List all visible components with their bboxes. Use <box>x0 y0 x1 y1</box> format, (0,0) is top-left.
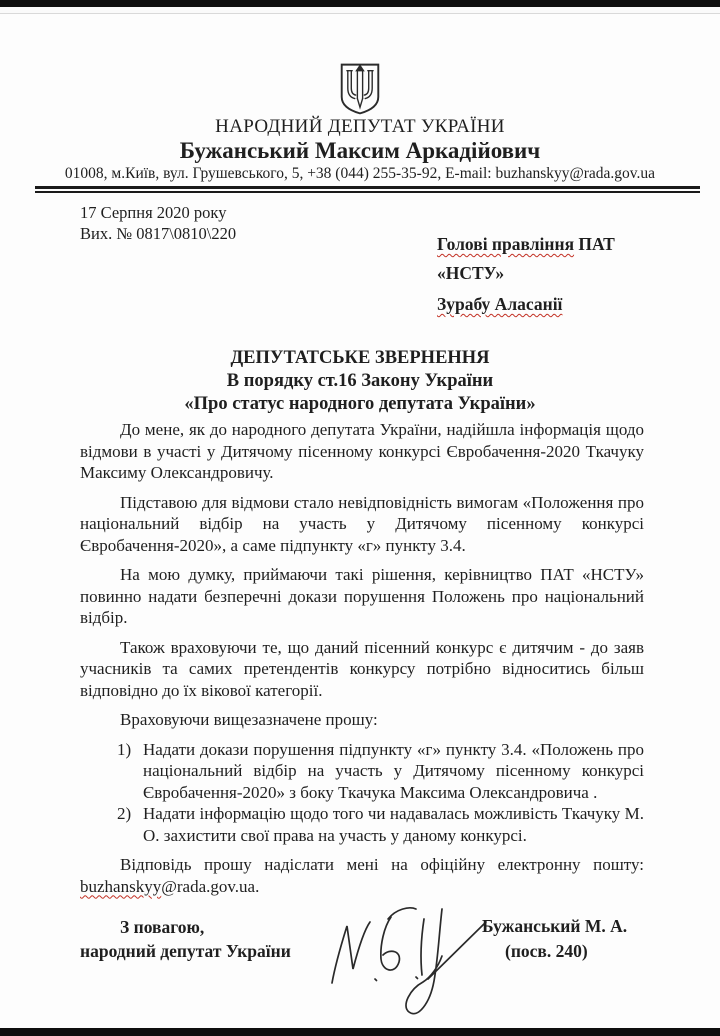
bottom-frame-bar <box>0 1028 720 1036</box>
list-item-text: Надати докази порушення підпункту «г» пункту 3.4. «Положень про національний відбір на участь у Дитячому пісенному конкурсі Євробачення-2020» з боку Ткачука Максима Олександровича . <box>143 739 644 802</box>
addressee-line-1 <box>437 230 657 259</box>
signature-block <box>0 905 720 1035</box>
addressee-line-1-rest: ПАТ <box>574 234 615 254</box>
letterhead <box>0 14 720 193</box>
title-line-2: В порядку ст.16 Закону України <box>226 371 494 391</box>
list-marker: 1) <box>117 739 132 759</box>
email-domain-text: @rada.gov.ua. <box>161 876 260 896</box>
letter-body <box>80 419 644 897</box>
reply-text: Відповідь прошу надіслати мені на офіційну електронну пошту: <box>120 855 644 874</box>
deputy-name: Бужанський Максим Аркадійович <box>179 138 541 163</box>
paragraph-2: Підставою для відмови стало невідповідність вимогам «Положення про національний відбір на участь у Дитячому пісенному конкурсі Євробачення-2020», а саме підпункту «г» пункту 3.4. <box>80 492 644 555</box>
paragraph-reply <box>80 854 644 897</box>
addressee-line-2: «НСТУ» <box>437 263 505 283</box>
closing-salutation: З повагою, <box>120 917 205 937</box>
title-line-1: ДЕПУТАТСЬКЕ ЗВЕРНЕННЯ <box>230 348 490 368</box>
top-frame-bar <box>0 0 720 7</box>
org-title: НАРОДНИЙ ДЕПУТАТ УКРАЇНИ <box>215 116 505 137</box>
letterhead-rule <box>35 186 700 193</box>
addressee-spellchecked-text: Голові правління <box>437 234 575 254</box>
top-frame-strip <box>0 7 720 14</box>
title-line-3: «Про статус народного депутата України» <box>184 394 536 414</box>
request-list <box>117 739 644 847</box>
list-item-text: Надати інформацію щодо того чи надавалась можливість Ткачуку М. О. захистити свої права на участь у даному конкурсі. <box>143 804 644 845</box>
contact-line: 01008, м.Київ, вул. Грушевського, 5, +38 (044) 255-35-92, E-mail: buzhanskyy@rada.gov.ua <box>64 165 656 182</box>
addressee-line-3: Зурабу Аласанії <box>437 294 563 314</box>
date-line: 17 Серпня 2020 року <box>80 203 227 222</box>
letter-title <box>0 347 720 416</box>
ref-number-line: Вих. № 0817\0810\220 <box>80 224 237 243</box>
signer-name: Бужанський М. А. <box>482 916 628 936</box>
list-marker: 2) <box>117 804 132 823</box>
addressee-block <box>437 230 657 319</box>
list-item <box>117 739 644 804</box>
closing-role: народний депутат України <box>80 941 291 961</box>
paragraph-1: До мене, як до народного депутата України, надійшла інформація щодо відмови в участі у Дитячому пісенному конкурсі Євробачення-2020 Ткачуку Максиму Олександровичу. <box>80 420 644 482</box>
ukraine-trident-icon <box>334 62 386 116</box>
paragraph-4: Також враховуючи те, що даний пісенний конкурс є дитячим - до заяв учасників та самих претендентів конкурсу потрібно відноситись більш відповідно до їх вікової категорії. <box>80 637 644 700</box>
signer-credential: (посв. 240) <box>505 941 588 961</box>
list-item <box>117 803 644 846</box>
handwritten-signature-icon <box>318 895 493 1023</box>
paragraph-request-intro: Враховуючи вищезазначене прошу: <box>120 710 378 729</box>
paragraph-3: На мою думку, приймаючи такі рішення, керівництво ПАТ «НСТУ» повинно надати безперечні докази порушення Положень про національний відбір. <box>80 565 644 627</box>
email-user-text: buzhanskyy <box>80 876 162 896</box>
